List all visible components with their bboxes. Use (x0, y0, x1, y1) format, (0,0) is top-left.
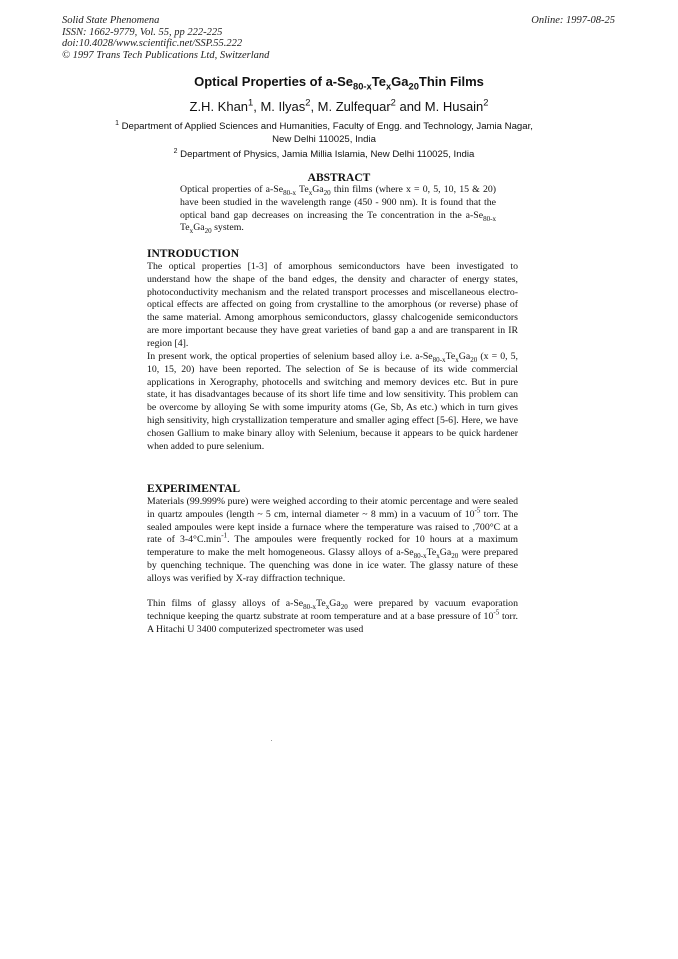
journal-header (62, 15, 269, 61)
abstract-text: Optical properties of $a-Se_{80-x}$ $Te_xGa_{20}$ thin films (where x = 0, 5, 10, 15 & 20) have been studied in the wavelength range (450 - 900 nm). It is found that the optical band gap decreases on increasing the Te concentration in the $a-Se_{80-x}$ $Te_xGa_{20}$ system. (180, 184, 497, 236)
online-date: Online: 1997-08-25 (531, 15, 615, 26)
abstract-heading: ABSTRACT (307, 172, 371, 184)
introduction-heading: INTRODUCTION (147, 248, 240, 260)
journal-name: Solid State Phenomena (62, 15, 160, 26)
journal-copyright: © 1997 Trans Tech Publications Ltd, Switzerland (62, 49, 270, 61)
journal-issn: ISSN: 1662-9779, Vol. 55, pp 222-225 (62, 26, 223, 38)
affiliation-2: $^2$ Department of Physics, Jamia Millia Islamia, New Delhi 110025, India (173, 147, 475, 160)
experimental-paragraph-2: Thin films of glassy alloys of $a-Se_{80-x}Te_xGa_{20}$ were prepared by vacuum evaporation technique keeping the quartz substrate at room temperature and at a base pressure of $10^{-5}$ torr. A Hitachi U 3400 computerized spectrometer was used (147, 598, 518, 635)
experimental-heading: EXPERIMENTAL (147, 483, 241, 495)
introduction-paragraph-2: In present work, the optical properties of selenium based alloy i.e. $a-Se_{80-x}Te_xGa_{20}$ (x = 0, 5, 10, 15, 20) have been reported. The selection of Se is because of its wide commercial applications in Xerography, photocells and switching and memory devices etc. But in pure state, it has disadvantages because of its short life time and low sensitivity. This problem can be overcome by alloying Se with some impurity atoms (Ge, Sb, As etc.) which in turn gives high sensitivity, high crystallization temperature and smaller aging effect [5-6]. Here, we have chosen Gallium to make binary alloy with Selenium, because it appears to be quick hardener when added to pure selenium. (147, 351, 518, 452)
journal-doi: doi:10.4028/www.scientific.net/SSP.55.222 (62, 38, 243, 50)
author-list: Z.H. Khan$^1$, M. Ilyas$^2$, M. Zulfequar$^2$ and M. Husain$^2$ (189, 97, 489, 114)
experimental-paragraph-1: Materials (99.999% pure) were weighed according to their atomic percentage and were sealed in quartz ampoules (length ~ 5 cm, internal diameter ~ 8 mm) in a vacuum of $10^{-5}$ torr. The sealed ampoules were kept inside a furnace where the temperature was raised to ,700°C at a rate of $3-4^\circ C.\min^{-1}$. The ampoules were frequently rocked for 10 hours at a maximum temperature to make the melt homogeneous. Glassy alloys of $a-Se_{80-x}Te_xGa_{20}$ were prepared by quenching technique. The quenching was done in ice water. The glassy nature of these alloys was verified by X-ray diffraction technique. (147, 496, 519, 584)
scan-speck (271, 740, 272, 741)
affiliation-1: $^1$ Department of Applied Sciences and Humanities, Faculty of Engg. and Technology, Jamia Nagar, New Delhi 110025, India (115, 119, 533, 145)
paper-title: Optical Properties of $a-Se_{80-x}Te_xGa_{20}Thin$ Films (194, 74, 484, 92)
introduction-paragraph-1: The optical properties [1-3] of amorphous semiconductors have been investigated to understand how the shape of the band edges, the density and character of energy states, photoconductivity mechanism and the related transport processes and miscellaneous electro-optical effects are affected on going from crystalline to the amorphous (or reverse) phase of the same material. Among amorphous semiconductors, glassy chalcogenide semiconductors are more important because they have great varieties of band gap a and are transparent in IR region [4]. (147, 261, 518, 349)
